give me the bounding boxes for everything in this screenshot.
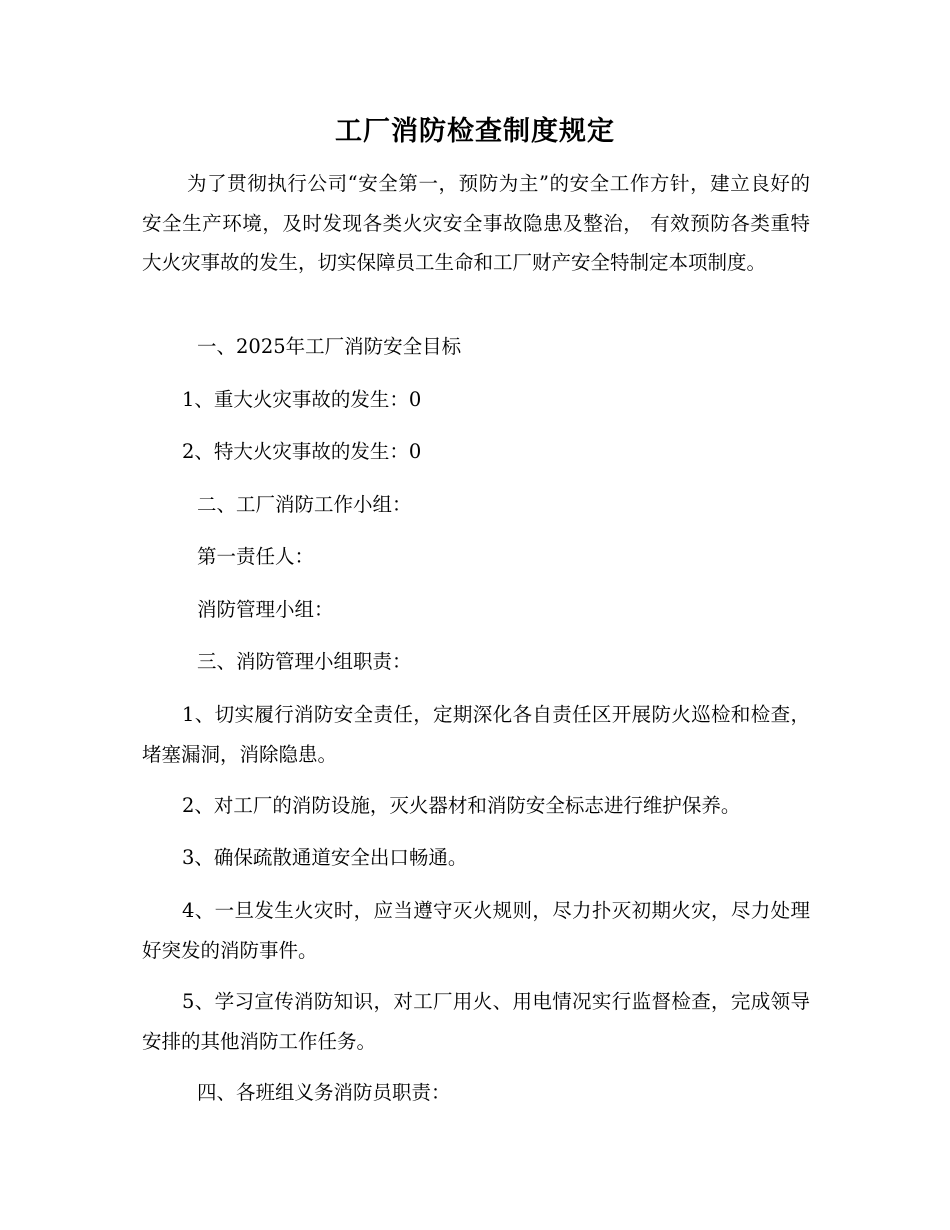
section-1-item-2: 2、特大火灾事故的发生：0 [182,440,422,463]
section-1-heading: 一、2025年工厂消防安全目标 [197,335,462,358]
section-4-heading: 四、各班组义务消防员职责： [197,1081,451,1104]
section-3-item-4: 4、一旦发生火灾时，应当遵守灭火规则，尽力扑灭初期火灾，尽力处理好突发的消防事件。 [142,899,810,962]
section-3-item-3: 3、确保疏散通道安全出口畅通。 [182,846,468,869]
section-1-item-1: 1、重大火灾事故的发生：0 [182,388,422,411]
section-2-heading: 二、工厂消防工作小组： [197,493,412,516]
section-3-item-5: 5、学习宣传消防知识，对工厂用火、用电情况实行监督检查，完成领导安排的其他消防工作任务。 [142,990,810,1053]
section-3-item-1: 1、切实履行消防安全责任，定期深化各自责任区开展防火巡检和检查，堵塞漏洞，消除隐患。 [142,703,810,766]
section-2-item-1: 第一责任人： [197,545,315,568]
section-3-item-2: 2、对工厂的消防设施，灭火器材和消防安全标志进行维护保养。 [182,794,741,817]
document-title: 工厂消防检查制度规定 [335,116,615,147]
section-2-item-2: 消防管理小组： [197,598,334,621]
intro-paragraph: 为了贯彻执行公司“安全第一，预防为主”的安全工作方针，建立良好的安全生产环境，及时发现各类火灾安全事故隐患及整治， 有效预防各类重特大火灾事故的发生，切实保障员工生命和工厂财产安全特制定本项制度。 [142,172,810,274]
section-3-heading: 三、消防管理小组职责： [197,650,412,673]
